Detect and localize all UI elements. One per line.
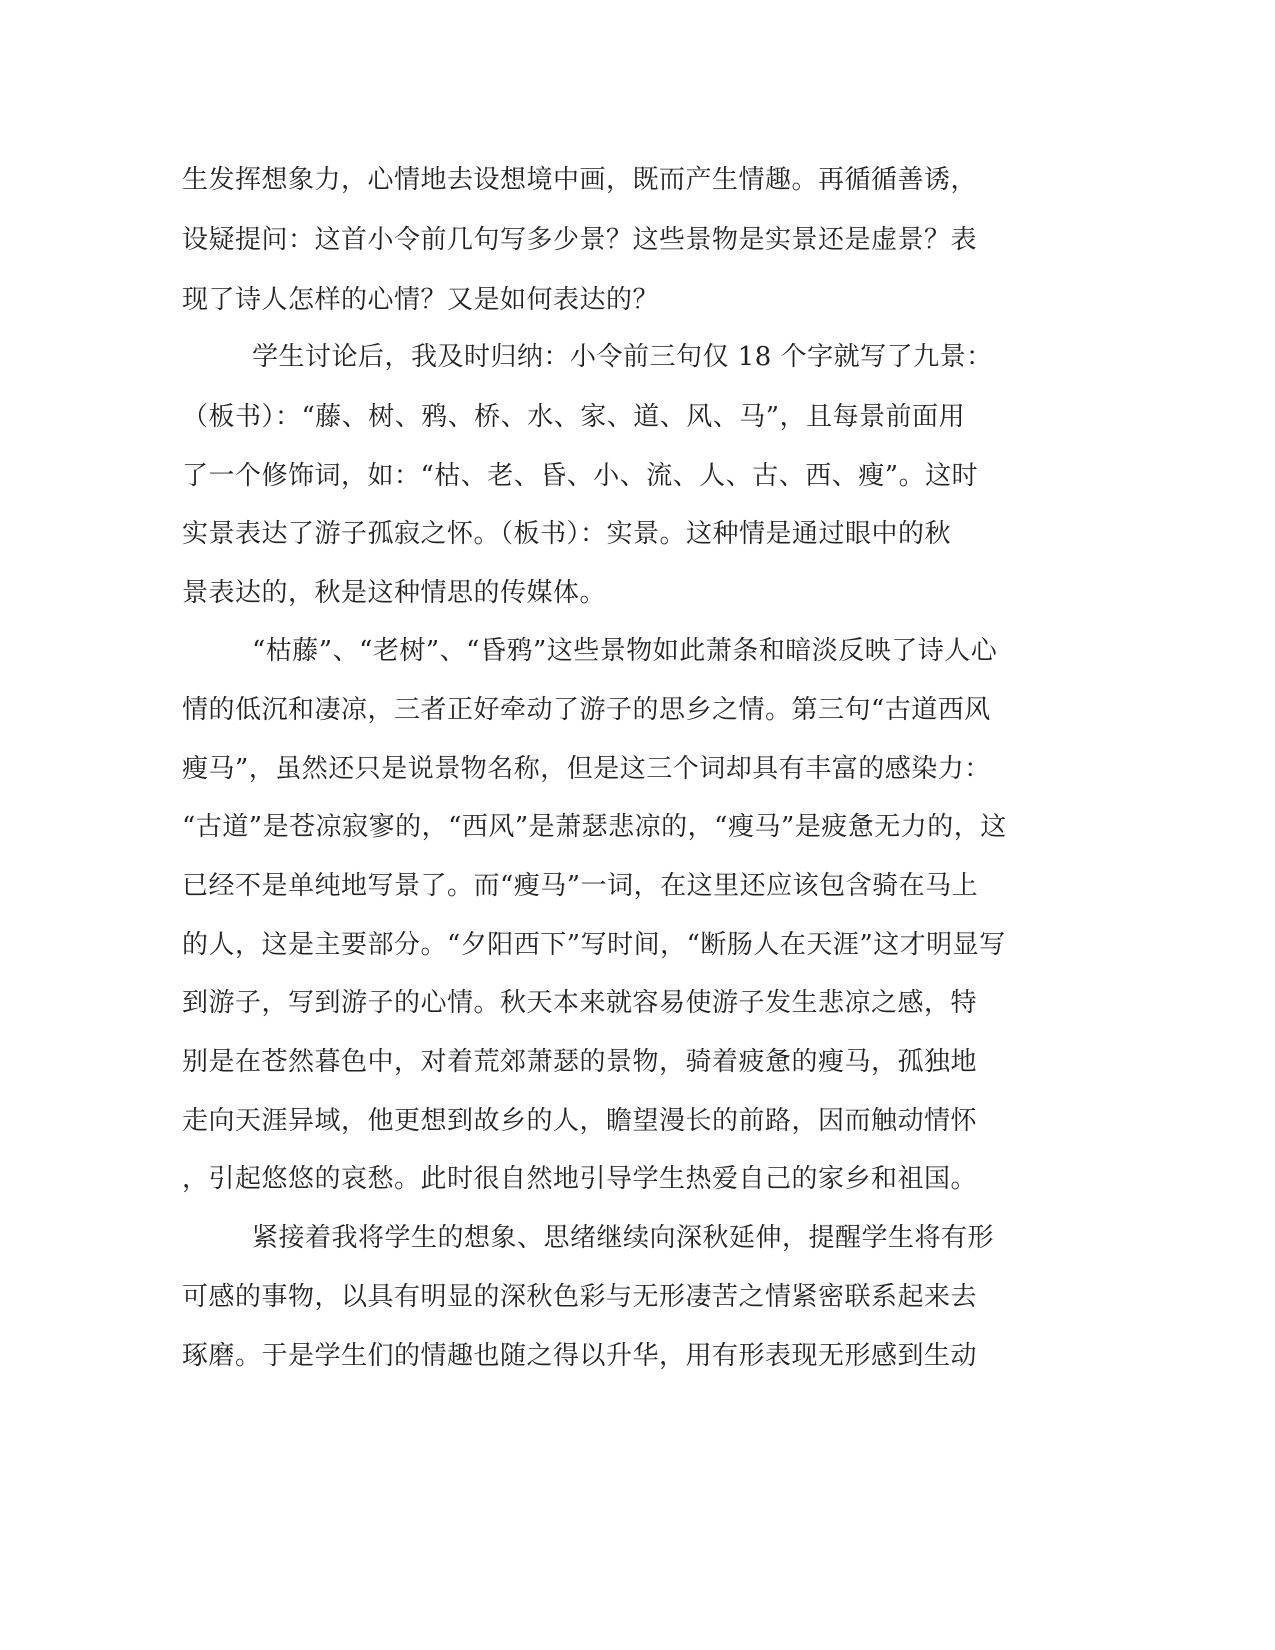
text-line: 可感的事物，以具有明显的深秋色彩与无形凄苦之情紧密联系起来去 bbox=[182, 1282, 978, 1312]
text-line: 生发挥想象力，心情地去设想境中画，既而产生情趣。再循循善诱， bbox=[182, 165, 978, 195]
paragraph-first-line: 学生讨论后，我及时归纳：小令前三句仅 18 个字就写了九景： bbox=[252, 342, 993, 372]
text-line: 已经不是单纯地写景了。而“瘦马”一词，在这里还应该包含骑在马上 bbox=[182, 871, 979, 901]
text-line: 瘦马”，虽然还只是说景物名称，但是这三个词却具有丰富的感染力： bbox=[182, 754, 991, 784]
text-line: 到游子，写到游子的心情。秋天本来就容易使游子发生悲凉之感，特 bbox=[182, 988, 978, 1018]
text-line: 情的低沉和凄凉，三者正好牵动了游子的思乡之情。第三句“古道西风 bbox=[182, 695, 991, 725]
text-line: 了一个修饰词，如：“枯、老、昏、小、流、人、古、西、瘦”。这时 bbox=[182, 461, 979, 491]
text-line: “古道”是苍凉寂寥的，“西风”是萧瑟悲凉的，“瘦马”是疲惫无力的，这 bbox=[182, 812, 1007, 842]
text-line: 琢磨。于是学生们的情趣也随之得以升华，用有形表现无形感到生动 bbox=[182, 1341, 978, 1371]
text-line: 走向天涯异域，他更想到故乡的人，瞻望漫长的前路，因而触动情怀 bbox=[182, 1106, 978, 1136]
paragraph-first-line: “枯藤”、“老树”、“昏鸦”这些景物如此萧条和暗淡反映了诗人心 bbox=[252, 636, 998, 666]
text-line: 别是在苍然暮色中，对着荒郊萧瑟的景物，骑着疲惫的瘦马，孤独地 bbox=[182, 1047, 978, 1077]
text-line: 的人，这是主要部分。“夕阳西下”写时间，“断肠人在天涯”这才明显写 bbox=[182, 930, 1006, 960]
text-line: 现了诗人怎样的心情？又是如何表达的？ bbox=[182, 285, 660, 315]
text-line: 景表达的，秋是这种情思的传媒体。 bbox=[182, 578, 607, 608]
paragraph-first-line: 紧接着我将学生的想象、思绪继续向深秋延伸，提醒学生将有形 bbox=[252, 1223, 995, 1253]
text-line: ，引起悠悠的哀愁。此时很自然地引导学生热爱自己的家乡和祖国。 bbox=[182, 1164, 978, 1194]
text-line: （板书）：“藤、树、鸦、桥、水、家、道、风、马”，且每景前面用 bbox=[182, 402, 966, 432]
text-line: 设疑提问：这首小令前几句写多少景？这些景物是实景还是虚景？表 bbox=[182, 225, 978, 255]
text-line: 实景表达了游子孤寂之怀。（板书）：实景。这种情是通过眼中的秋 bbox=[182, 519, 952, 549]
